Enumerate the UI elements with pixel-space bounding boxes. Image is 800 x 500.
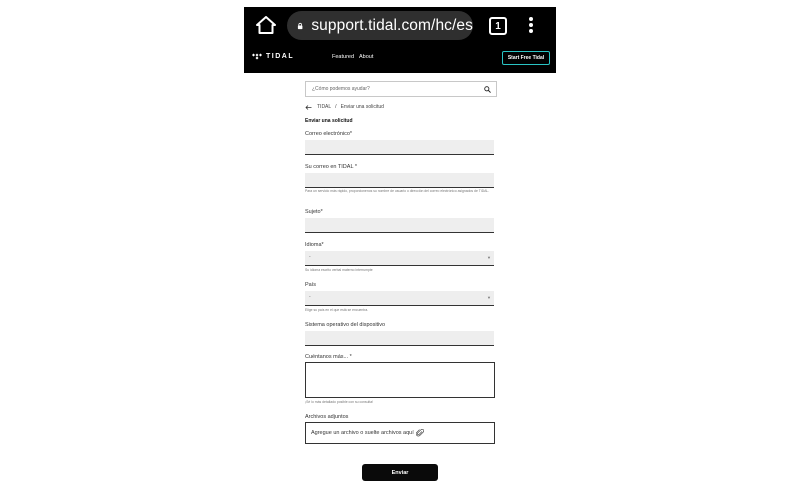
back-arrow-icon[interactable] [305, 105, 312, 110]
description-hint: ¡Sé lo más detallado posible con su consulta! [305, 400, 374, 404]
site-navbar [244, 43, 556, 73]
os-label: Sistema operativo del dispositivo [305, 322, 386, 328]
lock-icon [297, 18, 303, 34]
breadcrumb-current: Enviar una solicitud [340, 104, 384, 110]
country-hint: Elige su país en el que está se encuentra. [305, 308, 369, 312]
description-label: Cuéntanos más... * [305, 354, 352, 360]
language-label: Idioma* [305, 242, 324, 248]
attachments-label: Archivos adjuntos [305, 414, 349, 420]
attachments-prompt: Agregue un archivo o suelte archivos aquí [311, 430, 414, 436]
tidal-diamonds-icon [252, 53, 262, 60]
breadcrumb-separator: / [335, 104, 337, 110]
tidal-logo[interactable] [252, 53, 294, 60]
tidal-email-field[interactable] [305, 173, 494, 188]
chevron-down-icon: ▼ [487, 295, 491, 300]
language-value: - [309, 254, 311, 260]
search-input[interactable]: ¿Cómo podemos ayudar? [312, 86, 370, 92]
subject-label: Sujeto* [305, 209, 323, 215]
chevron-down-icon: ▼ [487, 255, 491, 260]
logo-text: TIDAL [266, 53, 295, 60]
breadcrumb [305, 104, 388, 110]
breadcrumb-home[interactable]: TIDAL [317, 104, 332, 110]
country-select[interactable] [305, 291, 494, 306]
country-label: País [305, 282, 317, 288]
language-select[interactable] [305, 251, 494, 266]
email-label: Correo electrónico* [305, 131, 353, 137]
nav-link-featured[interactable]: Featured [332, 54, 355, 60]
url-text: support.tidal.com/hc/es [311, 16, 473, 34]
tidal-email-label: Su correo en TIDAL * [305, 164, 357, 170]
tabs-icon[interactable]: 1 [489, 17, 507, 35]
country-value: - [309, 294, 311, 300]
submit-button[interactable]: Enviar [362, 464, 438, 481]
tidal-email-hint: Para un servicio más rápido, proporcionenos su nombre de usuario o dirección del correo electrónico asignados de TIDAL. [305, 189, 490, 193]
url-bar[interactable] [287, 11, 473, 40]
attachments-dropzone[interactable] [305, 422, 495, 444]
description-textarea[interactable] [305, 362, 495, 398]
phone-screen [244, 7, 556, 500]
email-field[interactable] [305, 140, 494, 155]
form-title: Enviar una solicitud [305, 118, 353, 124]
paperclip-icon [416, 429, 424, 437]
home-icon[interactable] [256, 16, 276, 34]
language-hint: Su idioma escrito verbal materno interrumpte [305, 268, 373, 272]
start-free-tidal-button[interactable]: Start Free Tidal [502, 51, 550, 65]
subject-field[interactable] [305, 218, 494, 233]
nav-link-about[interactable]: About [359, 54, 374, 60]
search-icon[interactable] [484, 86, 491, 93]
search-bar[interactable] [305, 81, 497, 97]
kebab-menu-icon[interactable] [528, 16, 534, 34]
browser-toolbar [244, 7, 556, 43]
os-field[interactable] [305, 331, 494, 346]
